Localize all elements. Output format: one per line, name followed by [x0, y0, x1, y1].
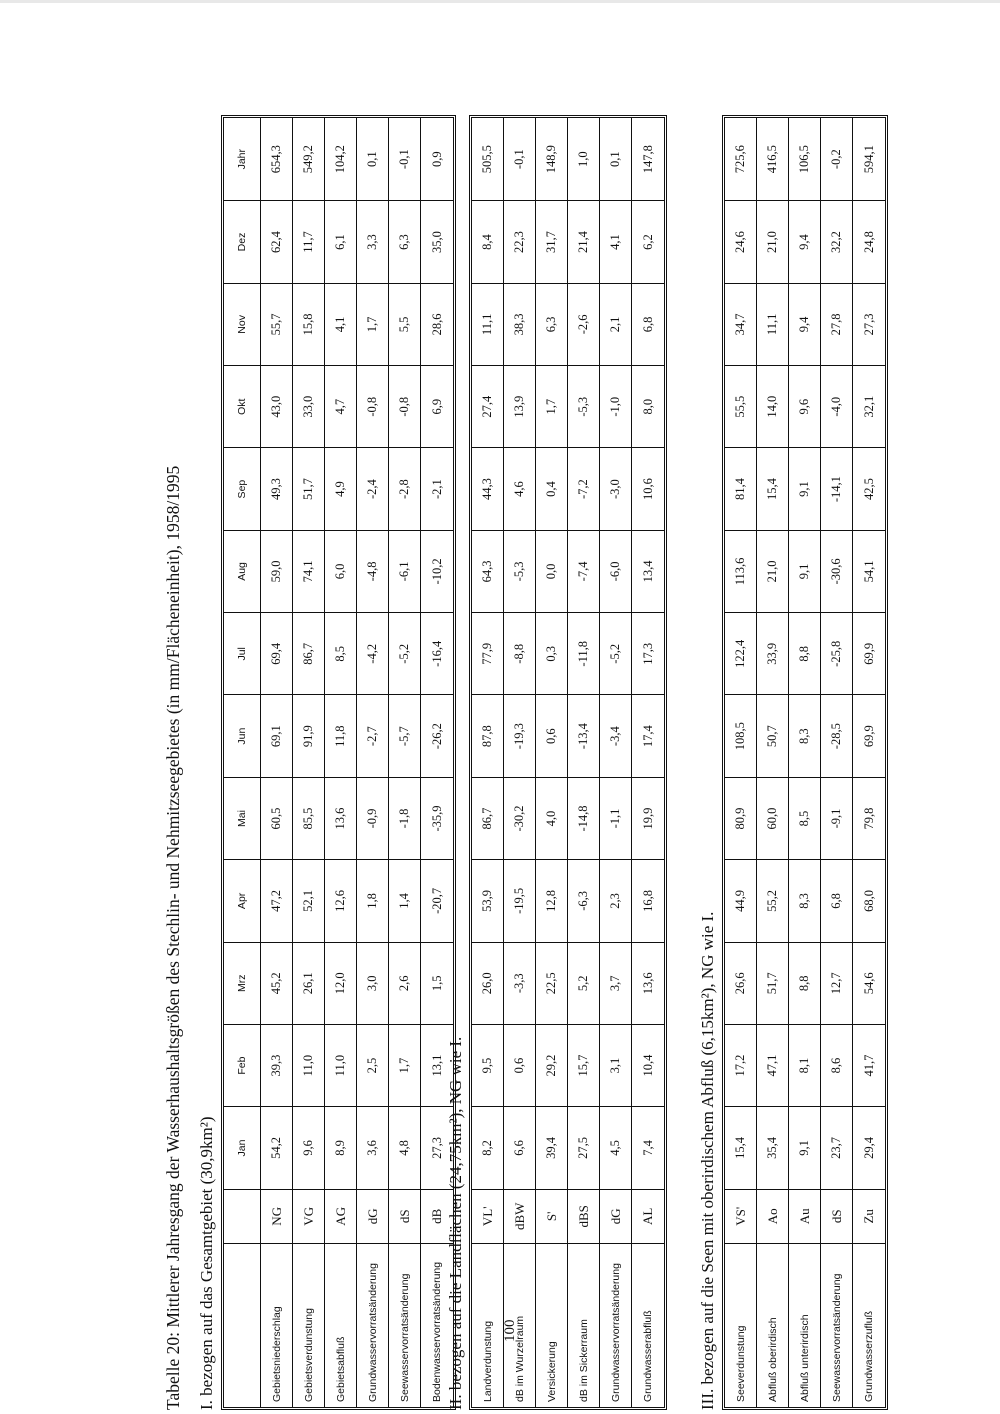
value-cell: 725,6: [733, 145, 747, 174]
value-cell: 8,1: [789, 1024, 820, 1106]
value-cell: 9,4: [789, 200, 820, 282]
table-row: [600, 118, 632, 1407]
value-cell: 148,9: [544, 145, 558, 174]
value-cell: 9,1: [789, 447, 820, 529]
value-cell: 54,2: [261, 1106, 292, 1188]
value-cell: 5,2: [568, 942, 599, 1024]
value-cell: 79,8: [853, 777, 885, 859]
value-cell: 8,5: [789, 777, 820, 859]
table-row: [853, 118, 885, 1407]
value-cell: -14,1: [821, 447, 852, 529]
value-cell: 69,9: [853, 694, 885, 776]
value-cell: 23,7: [821, 1106, 852, 1188]
value-cell: 11,0: [293, 1024, 324, 1106]
table-row: [568, 118, 600, 1407]
value-cell: 2,3: [600, 859, 631, 941]
value-cell: -5,7: [389, 694, 420, 776]
value-cell: 21,0: [757, 200, 788, 282]
row-label: Abfluß unterirdisch: [789, 1243, 820, 1407]
value-cell: -3,0: [600, 447, 631, 529]
table-title: Tabelle 20: Mittlerer Jahresgang der Wasserhaushaltsgrößen des Stechlin- und Nehmitzseegebietes (in mm/Flächeneinheit), 1958/1995: [163, 465, 183, 1410]
value-cell: 27,3: [853, 283, 885, 365]
month-header: Mai: [224, 777, 260, 859]
table-row: [757, 118, 789, 1407]
value-cell: 0,0: [536, 530, 567, 612]
row-symbol: VG: [293, 1189, 324, 1243]
value-cell: 6,8: [821, 859, 852, 941]
month-header: Jahr: [236, 148, 248, 170]
value-cell: 80,9: [725, 777, 756, 859]
value-cell: -25,8: [821, 612, 852, 694]
value-cell: 8,0: [632, 365, 664, 447]
value-cell: 8,8: [789, 942, 820, 1024]
value-cell: 4,1: [325, 283, 356, 365]
value-cell: -6,0: [600, 530, 631, 612]
value-cell: 12,6: [325, 859, 356, 941]
row-symbol: Au: [789, 1189, 820, 1243]
value-cell: 4,6: [504, 447, 535, 529]
value-cell: 8,6: [821, 1024, 852, 1106]
value-cell: -28,5: [821, 694, 852, 776]
row-label: Abfluß oberirdisch: [757, 1243, 788, 1407]
page-number: 100: [502, 1319, 518, 1342]
row-symbol: NG: [261, 1189, 292, 1243]
value-cell: 32,2: [821, 200, 852, 282]
value-cell: -5,3: [504, 530, 535, 612]
value-cell: 6,9: [421, 365, 453, 447]
value-cell: 6,0: [325, 530, 356, 612]
value-cell: 8,3: [789, 694, 820, 776]
row-symbol: dBW: [504, 1189, 535, 1243]
value-cell: 9,6: [789, 365, 820, 447]
table-row: [536, 118, 568, 1407]
row-label: Seewasservorratsänderung: [821, 1243, 852, 1407]
table-row: [389, 118, 421, 1407]
value-cell: 69,9: [853, 612, 885, 694]
value-cell: 8,2: [472, 1106, 503, 1188]
value-cell: 9,5: [472, 1024, 503, 1106]
value-cell: -0,1: [512, 149, 526, 170]
value-cell: 85,5: [293, 777, 324, 859]
scan-edge: [0, 0, 1000, 3]
value-cell: 2,5: [357, 1024, 388, 1106]
value-cell: 122,4: [725, 612, 756, 694]
value-cell: -2,1: [421, 447, 453, 529]
row-symbol: dG: [600, 1189, 631, 1243]
value-cell: 55,2: [757, 859, 788, 941]
value-cell: 27,8: [821, 283, 852, 365]
value-cell: 26,0: [472, 942, 503, 1024]
value-cell: 60,0: [757, 777, 788, 859]
value-cell: -4,8: [357, 530, 388, 612]
value-cell: 9,1: [789, 1106, 820, 1188]
month-header: Apr: [224, 859, 260, 941]
row-symbol: dB: [421, 1189, 453, 1243]
value-cell: 6,8: [632, 283, 664, 365]
value-cell: 14,0: [757, 365, 788, 447]
value-cell: 12,7: [821, 942, 852, 1024]
value-cell: 31,7: [536, 200, 567, 282]
row-label: Versickerung: [536, 1243, 567, 1407]
value-cell: -20,7: [421, 859, 453, 941]
value-cell: 55,7: [261, 283, 292, 365]
value-cell: 29,4: [853, 1106, 885, 1188]
value-cell: 22,3: [504, 200, 535, 282]
value-cell: 108,5: [725, 694, 756, 776]
value-cell: 1,7: [536, 365, 567, 447]
value-cell: 35,0: [421, 200, 453, 282]
value-cell: 113,6: [725, 530, 756, 612]
value-cell: 3,6: [357, 1106, 388, 1188]
value-cell: 69,1: [261, 694, 292, 776]
row-label: dB im Wurzelraum: [504, 1243, 535, 1407]
value-cell: 33,9: [757, 612, 788, 694]
value-cell: 6,6: [504, 1106, 535, 1188]
value-cell: 32,1: [853, 365, 885, 447]
section-caption-3: III. bezogen auf die Seen mit oberirdischem Abfluß (6,15km²), NG wie I.: [698, 911, 717, 1410]
table-section-1: [221, 115, 456, 1410]
value-cell: 0,1: [365, 151, 379, 167]
row-label: Gebietsniederschlag: [261, 1243, 292, 1407]
value-cell: -6,3: [568, 859, 599, 941]
value-cell: 17,2: [725, 1024, 756, 1106]
value-cell: 6,3: [389, 200, 420, 282]
value-cell: 13,4: [632, 530, 664, 612]
value-cell: 49,3: [261, 447, 292, 529]
row-symbol: Zu: [853, 1189, 885, 1243]
value-cell: -5,2: [389, 612, 420, 694]
value-cell: 2,1: [600, 283, 631, 365]
table-section-2: [469, 115, 667, 1410]
table-row: [472, 118, 504, 1407]
value-cell: 0,3: [536, 612, 567, 694]
table-row: [821, 118, 853, 1407]
table-row: [789, 118, 821, 1407]
value-cell: 26,6: [725, 942, 756, 1024]
value-cell: 62,4: [261, 200, 292, 282]
month-header: Nov: [224, 283, 260, 365]
row-symbol: dBS: [568, 1189, 599, 1243]
value-cell: -10,2: [421, 530, 453, 612]
value-cell: 1,0: [576, 151, 590, 167]
row-label: Seewasservorratsänderung: [389, 1243, 420, 1407]
value-cell: 60,5: [261, 777, 292, 859]
value-cell: 147,8: [640, 145, 655, 174]
value-cell: 3,7: [600, 942, 631, 1024]
row-label: dB im Sickerraum: [568, 1243, 599, 1407]
value-cell: 86,7: [293, 612, 324, 694]
value-cell: 13,6: [325, 777, 356, 859]
value-cell: 13,9: [504, 365, 535, 447]
value-cell: 10,6: [632, 447, 664, 529]
row-symbol: Ao: [757, 1189, 788, 1243]
value-cell: 35,4: [757, 1106, 788, 1188]
row-label: Grundwasserzufluß: [853, 1243, 885, 1407]
value-cell: 68,0: [853, 859, 885, 941]
row-symbol: AG: [325, 1189, 356, 1243]
value-cell: -2,7: [357, 694, 388, 776]
month-header: Jun: [224, 694, 260, 776]
value-cell: 38,3: [504, 283, 535, 365]
value-cell: 47,2: [261, 859, 292, 941]
value-cell: 12,8: [536, 859, 567, 941]
row-label: Grundwasserabfluß: [632, 1243, 664, 1407]
value-cell: -7,4: [568, 530, 599, 612]
value-cell: 5,5: [389, 283, 420, 365]
value-cell: 42,5: [853, 447, 885, 529]
value-cell: 0,6: [536, 694, 567, 776]
row-label: Grundwasservorratsänderung: [357, 1243, 388, 1407]
value-cell: -30,2: [504, 777, 535, 859]
value-cell: 91,9: [293, 694, 324, 776]
value-cell: 9,1: [789, 530, 820, 612]
value-cell: -30,6: [821, 530, 852, 612]
section-caption-2: II. bezogen auf die Landflächen (24,75km²), NG wie I.: [446, 1036, 465, 1410]
value-cell: 54,6: [853, 942, 885, 1024]
value-cell: 51,7: [757, 942, 788, 1024]
rotated-page-content: [155, 110, 875, 1410]
value-cell: 0,6: [504, 1024, 535, 1106]
value-cell: 4,8: [389, 1106, 420, 1188]
header-blank: [224, 1243, 260, 1407]
row-symbol: VS': [725, 1189, 756, 1243]
value-cell: 41,7: [853, 1024, 885, 1106]
value-cell: -4,0: [821, 365, 852, 447]
value-cell: -16,4: [421, 612, 453, 694]
value-cell: 15,7: [568, 1024, 599, 1106]
value-cell: -7,2: [568, 447, 599, 529]
value-cell: 77,9: [472, 612, 503, 694]
value-cell: 0,1: [608, 151, 622, 167]
month-header: Aug: [224, 530, 260, 612]
value-cell: 6,3: [536, 283, 567, 365]
table-row: [357, 118, 389, 1407]
value-cell: 27,4: [472, 365, 503, 447]
row-label: Grundwasservorratsänderung: [600, 1243, 631, 1407]
value-cell: 21,4: [568, 200, 599, 282]
row-symbol: dS: [821, 1189, 852, 1243]
value-cell: 11,0: [325, 1024, 356, 1106]
value-cell: 44,9: [725, 859, 756, 941]
value-cell: 27,5: [568, 1106, 599, 1188]
month-header: Feb: [224, 1024, 260, 1106]
value-cell: 24,8: [853, 200, 885, 282]
value-cell: 39,3: [261, 1024, 292, 1106]
value-cell: 8,5: [325, 612, 356, 694]
value-cell: -2,6: [568, 283, 599, 365]
value-cell: 24,6: [725, 200, 756, 282]
row-label: Gebietsabfluß: [325, 1243, 356, 1407]
value-cell: 45,2: [261, 942, 292, 1024]
section-caption-1: I. bezogen auf das Gesamtgebiet (30,9km²): [197, 1116, 216, 1410]
value-cell: 52,1: [293, 859, 324, 941]
header-blank: [224, 1189, 260, 1243]
value-cell: -6,1: [389, 530, 420, 612]
value-cell: 11,7: [293, 200, 324, 282]
value-cell: 11,8: [325, 694, 356, 776]
value-cell: 6,1: [325, 200, 356, 282]
value-cell: 8,8: [789, 612, 820, 694]
value-cell: -26,2: [421, 694, 453, 776]
table-row: [504, 118, 536, 1407]
value-cell: -2,8: [389, 447, 420, 529]
value-cell: 8,9: [325, 1106, 356, 1188]
value-cell: 74,1: [293, 530, 324, 612]
value-cell: 4,1: [600, 200, 631, 282]
row-symbol: VL': [472, 1189, 503, 1243]
value-cell: -11,8: [568, 612, 599, 694]
value-cell: 10,4: [632, 1024, 664, 1106]
value-cell: 53,9: [472, 859, 503, 941]
value-cell: -8,8: [504, 612, 535, 694]
value-cell: 55,5: [725, 365, 756, 447]
value-cell: -13,4: [568, 694, 599, 776]
month-header: Mrz: [224, 942, 260, 1024]
value-cell: 81,4: [725, 447, 756, 529]
value-cell: -1,0: [600, 365, 631, 447]
value-cell: 11,1: [472, 283, 503, 365]
value-cell: 11,1: [757, 283, 788, 365]
value-cell: 22,5: [536, 942, 567, 1024]
value-cell: 54,1: [853, 530, 885, 612]
value-cell: -14,8: [568, 777, 599, 859]
value-cell: 27,3: [421, 1106, 453, 1188]
month-header: Okt: [224, 365, 260, 447]
table-row: [632, 118, 664, 1407]
value-cell: 39,4: [536, 1106, 567, 1188]
value-cell: -0,8: [389, 365, 420, 447]
value-cell: 1,7: [389, 1024, 420, 1106]
value-cell: 34,7: [725, 283, 756, 365]
value-cell: 8,3: [789, 859, 820, 941]
value-cell: -3,4: [600, 694, 631, 776]
row-label: Landverdunstung: [472, 1243, 503, 1407]
value-cell: 4,0: [536, 777, 567, 859]
value-cell: 15,8: [293, 283, 324, 365]
value-cell: -19,3: [504, 694, 535, 776]
table-row: [293, 118, 325, 1407]
value-cell: 3,3: [357, 200, 388, 282]
row-symbol: S': [536, 1189, 567, 1243]
value-cell: 59,0: [261, 530, 292, 612]
value-cell: 21,0: [757, 530, 788, 612]
table-row: [261, 118, 293, 1407]
value-cell: 505,5: [480, 145, 494, 174]
value-cell: 1,8: [357, 859, 388, 941]
value-cell: 13,1: [421, 1024, 453, 1106]
value-cell: -5,3: [568, 365, 599, 447]
value-cell: 7,4: [632, 1106, 664, 1188]
value-cell: -2,4: [357, 447, 388, 529]
value-cell: 8,4: [472, 200, 503, 282]
value-cell: 9,6: [293, 1106, 324, 1188]
value-cell: 4,9: [325, 447, 356, 529]
value-cell: 43,0: [261, 365, 292, 447]
value-cell: 594,1: [861, 145, 876, 174]
value-cell: 416,5: [765, 145, 779, 174]
value-cell: 51,7: [293, 447, 324, 529]
table-section-3: [722, 115, 888, 1410]
value-cell: 12,0: [325, 942, 356, 1024]
value-cell: 106,5: [797, 145, 811, 174]
value-cell: 44,3: [472, 447, 503, 529]
value-cell: -4,2: [357, 612, 388, 694]
value-cell: 2,6: [389, 942, 420, 1024]
row-symbol: dS: [389, 1189, 420, 1243]
value-cell: -0,9: [357, 777, 388, 859]
value-cell: -19,5: [504, 859, 535, 941]
value-cell: 47,1: [757, 1024, 788, 1106]
value-cell: 3,1: [600, 1024, 631, 1106]
value-cell: 16,8: [632, 859, 664, 941]
value-cell: -35,9: [421, 777, 453, 859]
month-header: Jan: [224, 1106, 260, 1188]
value-cell: -1,8: [389, 777, 420, 859]
value-cell: 15,4: [725, 1106, 756, 1188]
value-cell: -9,1: [821, 777, 852, 859]
value-cell: 15,4: [757, 447, 788, 529]
value-cell: 28,6: [421, 283, 453, 365]
row-symbol: AL: [632, 1189, 664, 1243]
value-cell: 69,4: [261, 612, 292, 694]
value-cell: 17,4: [632, 694, 664, 776]
value-cell: 19,9: [632, 777, 664, 859]
value-cell: 9,4: [789, 283, 820, 365]
value-cell: 86,7: [472, 777, 503, 859]
value-cell: 33,0: [293, 365, 324, 447]
value-cell: -3,3: [504, 942, 535, 1024]
row-label: Seeverdunstung: [725, 1243, 756, 1407]
value-cell: 50,7: [757, 694, 788, 776]
value-cell: 29,2: [536, 1024, 567, 1106]
value-cell: 17,3: [632, 612, 664, 694]
value-cell: 654,3: [269, 145, 283, 174]
month-header: Jul: [224, 612, 260, 694]
value-cell: -0,1: [397, 149, 411, 170]
month-header: Sep: [224, 447, 260, 529]
value-cell: -0,2: [829, 149, 843, 170]
value-cell: 549,2: [301, 145, 315, 174]
table-row: [725, 118, 757, 1407]
value-cell: 0,9: [429, 151, 444, 167]
value-cell: 64,3: [472, 530, 503, 612]
value-cell: 1,5: [421, 942, 453, 1024]
month-header: Dez: [224, 200, 260, 282]
value-cell: 1,4: [389, 859, 420, 941]
value-cell: 26,1: [293, 942, 324, 1024]
value-cell: 1,7: [357, 283, 388, 365]
value-cell: 87,8: [472, 694, 503, 776]
value-cell: 0,4: [536, 447, 567, 529]
value-cell: 3,0: [357, 942, 388, 1024]
row-label: Gebietsverdunstung: [293, 1243, 324, 1407]
table-row: [325, 118, 357, 1407]
row-label: Bodenwasservorratsänderung: [421, 1243, 453, 1407]
value-cell: -1,1: [600, 777, 631, 859]
value-cell: 104,2: [333, 145, 347, 174]
value-cell: -5,2: [600, 612, 631, 694]
row-symbol: dG: [357, 1189, 388, 1243]
value-cell: 6,2: [632, 200, 664, 282]
value-cell: -0,8: [357, 365, 388, 447]
value-cell: 4,5: [600, 1106, 631, 1188]
value-cell: 13,6: [632, 942, 664, 1024]
header-row: [224, 118, 261, 1407]
value-cell: 4,7: [325, 365, 356, 447]
